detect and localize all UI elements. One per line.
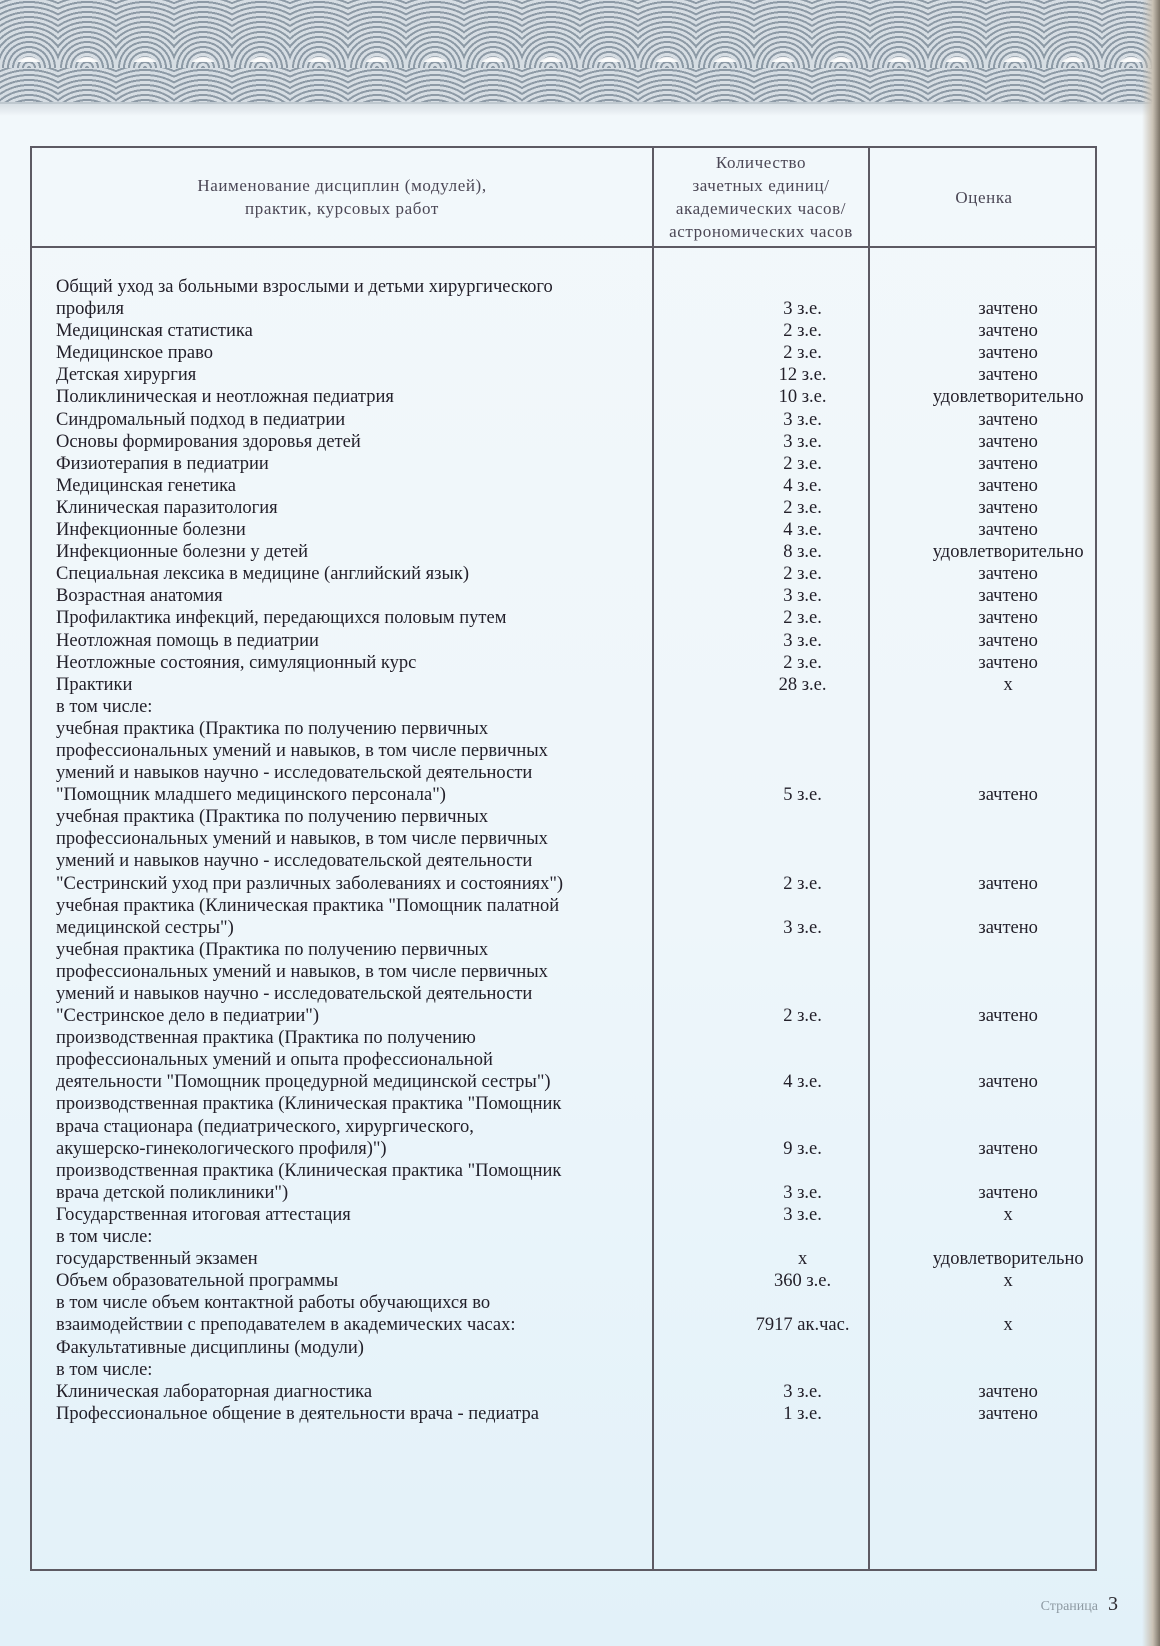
table-row [56, 1248, 1094, 1270]
discipline-name: Медицинская генетика [56, 475, 237, 496]
page-footer [1041, 1593, 1118, 1616]
credits-value: 9 з.е. [783, 1138, 822, 1159]
credits-value: 360 з.е. [773, 1271, 832, 1292]
table-row [56, 519, 1094, 541]
grade-value: x [1003, 674, 1013, 695]
discipline-name: Медицинское право [56, 343, 213, 364]
grade-value: x [1003, 1204, 1013, 1225]
discipline-name: Общий уход за больными взрослыми и детьми хирургического профиля [56, 277, 553, 320]
credits-value: 28 з.е. [778, 674, 827, 695]
table-row [56, 1093, 1094, 1159]
grade-value: зачтено [978, 1006, 1038, 1027]
table-row [56, 453, 1094, 475]
table-row [56, 475, 1094, 497]
discipline-name: Объем образовательной программы [56, 1271, 339, 1292]
discipline-name: учебная практика (Практика по получению первичных профессиональных умений и навыков, в том числе первичных умений и навыков научно - исследовательской деятельности "Помощник младшего медицинского персонала") [56, 718, 548, 806]
credits-value: 4 з.е. [783, 1072, 822, 1093]
discipline-name: производственная практика (Клиническая практика "Помощник врача стационара (педиатрического, хирургического, акушерско-гинекологического профиля)") [56, 1094, 562, 1159]
credits-value: 3 з.е. [783, 1204, 822, 1225]
discipline-name: Физиотерапия в педиатрии [56, 453, 269, 474]
credits-value: 3 з.е. [783, 630, 822, 651]
credits-value: 4 з.е. [783, 475, 822, 496]
discipline-name: Клиническая лабораторная диагностика [56, 1381, 373, 1402]
grade-value: зачтено [978, 564, 1038, 585]
grade-value: зачтено [978, 365, 1038, 386]
credits-value: 5 з.е. [783, 785, 822, 806]
discipline-name: Инфекционные болезни у детей [56, 542, 309, 563]
table-row [56, 541, 1094, 563]
credits-value: 10 з.е. [778, 387, 827, 408]
decorative-ornament-border [0, 0, 1160, 104]
table-row [56, 1337, 1094, 1359]
table-row [56, 320, 1094, 342]
grades-table [30, 146, 1097, 1571]
discipline-name: Профессиональное общение в деятельности врача - педиатра [56, 1403, 539, 1424]
discipline-name: Синдромальный подход в педиатрии [56, 409, 346, 430]
table-row [56, 630, 1094, 652]
grade-value: зачтено [978, 343, 1038, 364]
header-discipline-name: Наименование дисциплин (модулей), практик, курсовых работ [197, 176, 487, 218]
discipline-name: государственный экзамен [56, 1249, 258, 1270]
table-row [56, 674, 1094, 696]
grade-value: зачтено [978, 586, 1038, 607]
discipline-name: в том числе: [56, 1359, 153, 1380]
credits-value: 3 з.е. [783, 431, 822, 452]
grade-value: зачтено [978, 1138, 1038, 1159]
table-row [56, 607, 1094, 629]
grade-value: зачтено [978, 409, 1038, 430]
table-row [56, 386, 1094, 408]
grade-value: зачтено [978, 873, 1038, 894]
discipline-name: в том числе: [56, 696, 153, 717]
table-body [56, 276, 1094, 1425]
credits-value: 2 з.е. [783, 453, 822, 474]
discipline-name: учебная практика (Клиническая практика "Помощник палатной медицинской сестры") [56, 895, 560, 938]
discipline-name: Профилактика инфекций, передающихся половым путем [56, 608, 507, 629]
table-row [56, 718, 1094, 806]
grade-value: удовлетворительно [932, 542, 1084, 563]
grade-value: зачтено [978, 299, 1038, 320]
grade-value: x [1003, 1271, 1013, 1292]
grade-value: зачтено [978, 917, 1038, 938]
discipline-name: Медицинская статистика [56, 321, 253, 342]
credits-value: 2 з.е. [783, 608, 822, 629]
table-row [56, 1204, 1094, 1226]
discipline-name: Государственная итоговая аттестация [56, 1204, 351, 1225]
credits-value: 7917 ак.час. [755, 1315, 850, 1336]
table-row [56, 895, 1094, 939]
credits-value: 2 з.е. [783, 321, 822, 342]
grade-value: зачтено [978, 321, 1038, 342]
credits-value: 8 з.е. [783, 542, 822, 563]
discipline-name: в том числе: [56, 1227, 153, 1248]
table-row [56, 409, 1094, 431]
grade-value: зачтено [978, 497, 1038, 518]
discipline-name: Неотложная помощь в педиатрии [56, 630, 319, 651]
grade-value: зачтено [978, 652, 1038, 673]
discipline-name: Клиническая паразитология [56, 497, 278, 518]
discipline-name: производственная практика (Практика по получению профессиональных умений и опыта профессиональной деятельности "Помощник процедурной медицинской сестры") [56, 1028, 551, 1093]
discipline-name: Возрастная анатомия [56, 586, 223, 607]
table-row [56, 1027, 1094, 1093]
discipline-name: Неотложные состояния, симуляционный курс [56, 652, 417, 673]
credits-value: x [797, 1249, 808, 1270]
table-row [56, 1381, 1094, 1403]
table-row [56, 806, 1094, 894]
discipline-name: производственная практика (Клиническая практика "Помощник врача детской поликлиники") [56, 1160, 562, 1203]
grade-value: зачтено [978, 1072, 1038, 1093]
grade-value: зачтено [978, 520, 1038, 541]
discipline-name: Практики [56, 674, 133, 695]
discipline-name: в том числе объем контактной работы обучающихся во взаимодействии с преподавателем в академических часах: [56, 1293, 516, 1336]
table-row [56, 563, 1094, 585]
credits-value: 2 з.е. [783, 564, 822, 585]
page-number: 3 [1108, 1593, 1118, 1615]
discipline-name: учебная практика (Практика по получению первичных профессиональных умений и навыков, в том числе первичных умений и навыков научно - исследовательской деятельности "Сестринское дело в педиатрии") [56, 939, 548, 1027]
credits-value: 12 з.е. [778, 365, 827, 386]
grade-value: зачтено [978, 1403, 1038, 1424]
credits-value: 3 з.е. [783, 917, 822, 938]
header-credits: Количество зачетных единиц/ академических часов/ астрономических часов [669, 153, 853, 241]
table-row [56, 1160, 1094, 1204]
credits-value: 2 з.е. [783, 1006, 822, 1027]
credits-value: 3 з.е. [783, 409, 822, 430]
credits-value: 1 з.е. [783, 1403, 822, 1424]
grade-value: зачтено [978, 785, 1038, 806]
table-row [56, 652, 1094, 674]
discipline-name: Основы формирования здоровья детей [56, 431, 361, 452]
discipline-name: Инфекционные болезни [56, 520, 246, 541]
grade-value: зачтено [978, 1182, 1038, 1203]
header-grade: Оценка [955, 187, 1013, 207]
page-label: Страница [1040, 1599, 1098, 1614]
page-edge [1142, 0, 1160, 1646]
grade-value: зачтено [978, 431, 1038, 452]
table-row [56, 276, 1094, 320]
table-row [56, 1359, 1094, 1381]
credits-value: 2 з.е. [783, 873, 822, 894]
discipline-name: учебная практика (Практика по получению первичных профессиональных умений и навыков, в том числе первичных умений и навыков научно - исследовательской деятельности "Сестринский уход при различных заболеваниях и состояниях") [56, 807, 564, 894]
table-row [56, 1292, 1094, 1336]
credits-value: 3 з.е. [783, 1381, 822, 1402]
credits-value: 4 з.е. [783, 520, 822, 541]
table-row [56, 696, 1094, 718]
discipline-name: Поликлиническая и неотложная педиатрия [56, 387, 394, 408]
grade-value: зачтено [978, 475, 1038, 496]
table-row [56, 1226, 1094, 1248]
credits-value: 2 з.е. [783, 652, 822, 673]
table-row [56, 342, 1094, 364]
grade-value: зачтено [978, 453, 1038, 474]
table-row [56, 364, 1094, 386]
table-row [56, 585, 1094, 607]
table-row [56, 431, 1094, 453]
credits-value: 2 з.е. [783, 497, 822, 518]
discipline-name: Специальная лексика в медицине (английский язык) [56, 564, 470, 585]
grade-value: удовлетворительно [932, 387, 1084, 408]
discipline-name: Факультативные дисциплины (модули) [56, 1337, 364, 1358]
header-divider [32, 246, 1095, 248]
grade-value: удовлетворительно [932, 1249, 1084, 1270]
credits-value: 3 з.е. [783, 1182, 822, 1203]
table-row [56, 497, 1094, 519]
table-row [56, 939, 1094, 1027]
grade-value: зачтено [978, 1381, 1038, 1402]
discipline-name: Детская хирургия [56, 365, 197, 386]
credits-value: 3 з.е. [783, 299, 822, 320]
table-row [56, 1403, 1094, 1425]
grade-value: зачтено [978, 608, 1038, 629]
grade-value: зачтено [978, 630, 1038, 651]
grade-value: x [1003, 1315, 1013, 1336]
table-row [56, 1270, 1094, 1292]
credits-value: 3 з.е. [783, 586, 822, 607]
credits-value: 2 з.е. [783, 343, 822, 364]
